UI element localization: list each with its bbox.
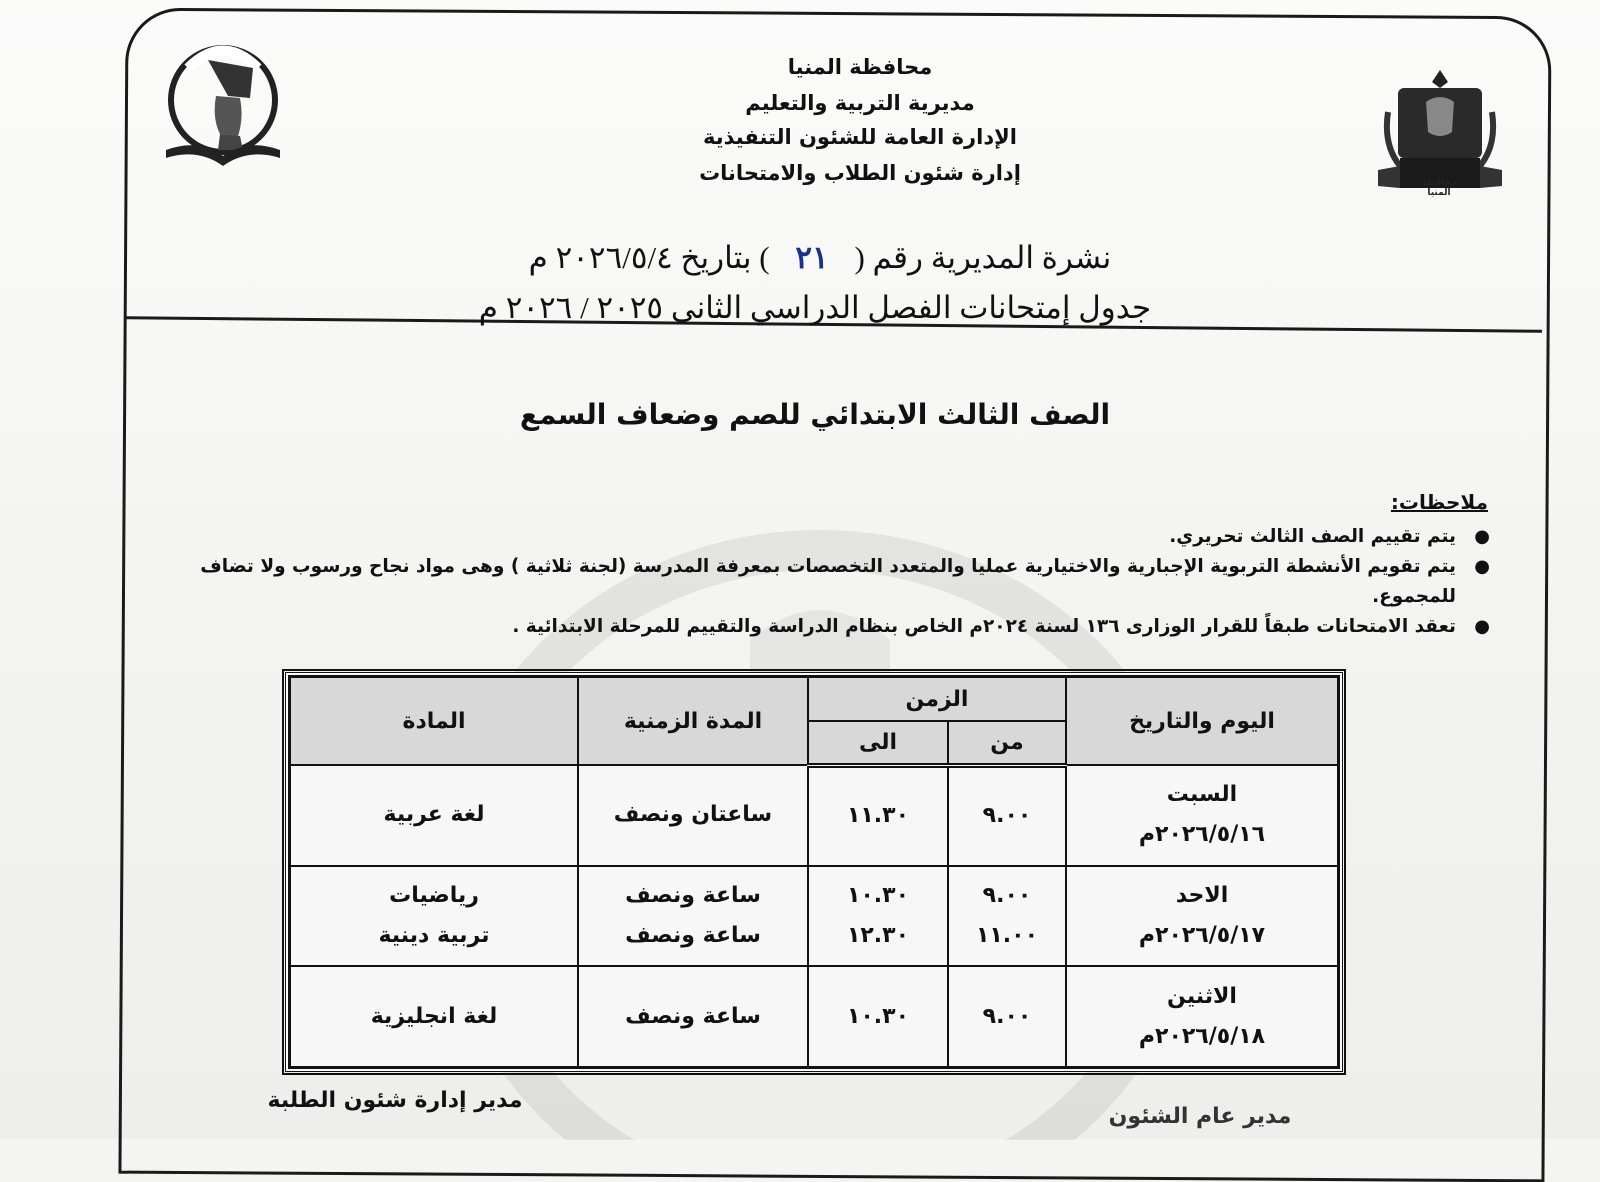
start-time: ٩.٠٠ (982, 882, 1032, 908)
day-name: السبت (1166, 782, 1238, 808)
start-time: ٩.٠٠ (982, 803, 1032, 829)
header-to: الى (808, 721, 948, 765)
exam-date: ٢٠٢٦/٥/١٦م (1138, 822, 1266, 848)
header-day-date: اليوم والتاريخ (1066, 677, 1338, 765)
exam-date: ٢٠٢٦/٥/١٧م (1138, 922, 1266, 948)
duration-text: ساعة ونصف (625, 922, 761, 948)
table-row (290, 866, 1338, 967)
general-administration-name: الإدارة العامة للشئون التنفيذية (703, 125, 1017, 149)
day-name: الاثنين (1167, 983, 1237, 1009)
start-time: ١١.٠٠ (975, 922, 1039, 948)
subject-cell (290, 765, 578, 866)
exam-schedule-table (285, 672, 1343, 1072)
duration-text: ساعتان ونصف (613, 802, 773, 828)
table-row (290, 966, 1338, 1067)
to-cell (808, 765, 948, 866)
note-item (130, 612, 1490, 642)
subject-name: رياضيات (389, 882, 479, 908)
day-date-cell (1066, 765, 1338, 866)
bullet-icon: ● (1474, 616, 1490, 637)
header-duration: المدة الزمنية (578, 677, 808, 765)
note-text: تعقد الامتحانات طبقاً للقرار الوزارى ١٣٦ لسنة ٢٠٢٤م الخاص بنظام الدراسة والتقييم للمرحلة الابتدائية . (512, 616, 1456, 637)
day-date-cell (1066, 966, 1338, 1067)
header-time: الزمن (808, 677, 1066, 721)
note-item (130, 552, 1490, 612)
emblem-caption: محافظة المنيا (1421, 178, 1457, 198)
bulletin-prefix: نشرة المديرية رقم ( (854, 240, 1112, 275)
directorate-name: مديرية التربية والتعليم (745, 91, 975, 115)
end-time: ١٠.٣٠ (846, 882, 910, 908)
footer-right-signature: مدير عام الشئون (1108, 1104, 1292, 1129)
to-cell (808, 866, 948, 967)
nefertiti-book-logo (158, 38, 288, 173)
footer-left-signature: مدير إدارة شئون الطلبة (267, 1088, 523, 1113)
end-time: ١٠.٣٠ (846, 1003, 910, 1029)
subject-name: لغة انجليزية (370, 1003, 498, 1029)
note-item (130, 522, 1490, 552)
note-text: يتم تقييم الصف الثالث تحريري. (1169, 526, 1456, 547)
duration-cell (578, 966, 808, 1067)
duration-cell (578, 765, 808, 866)
to-cell (808, 966, 948, 1067)
subject-cell (290, 866, 578, 967)
schedule-title: جدول إمتحانات الفصل الدراسي الثانى ٢٠٢٥ / ٢٠٢٦ م (478, 290, 1152, 325)
grade-title: الصف الثالث الابتدائي للصم وضعاف السمع (519, 398, 1111, 431)
duration-cell (578, 866, 808, 967)
duration-text: ساعة ونصف (625, 1003, 761, 1029)
from-cell (948, 765, 1066, 866)
department-name: إدارة شئون الطلاب والامتحانات (699, 161, 1021, 185)
end-time: ١١.٣٠ (846, 803, 910, 829)
bullet-icon: ● (1474, 526, 1490, 547)
subject-cell (290, 966, 578, 1067)
day-date-cell (1066, 866, 1338, 967)
bullet-icon: ● (1474, 556, 1490, 577)
day-name: الاحد (1175, 882, 1229, 908)
header-from: من (948, 721, 1066, 765)
bulletin-line (440, 240, 1200, 276)
from-cell (948, 966, 1066, 1067)
from-cell (948, 866, 1066, 967)
note-text: يتم تقويم الأنشطة التربوية الإجبارية والاختيارية عمليا والمتعدد التخصصات بمعرفة المدرسة (لجنة ثلاثية ) وهى مواد نجاح ورسوب ولا تضاف للمجموع. (200, 556, 1456, 607)
subject-name: تربية دينية (378, 922, 490, 948)
table-row (290, 765, 1338, 866)
notes-heading: ملاحظات: (1390, 490, 1488, 514)
end-time: ١٢.٣٠ (846, 922, 910, 948)
header-subject: المادة (290, 677, 578, 765)
exam-date: ٢٠٢٦/٥/١٨م (1138, 1023, 1266, 1049)
duration-text: ساعة ونصف (625, 882, 761, 908)
bulletin-number: ٢١ (795, 240, 829, 275)
subject-name: لغة عربية (383, 802, 485, 828)
start-time: ٩.٠٠ (982, 1003, 1032, 1029)
governorate-name: محافظة المنيا (787, 55, 933, 79)
notes-list (130, 522, 1490, 642)
bulletin-suffix: ) بتاريخ ٢٠٢٦/٥/٤ م (528, 240, 770, 275)
